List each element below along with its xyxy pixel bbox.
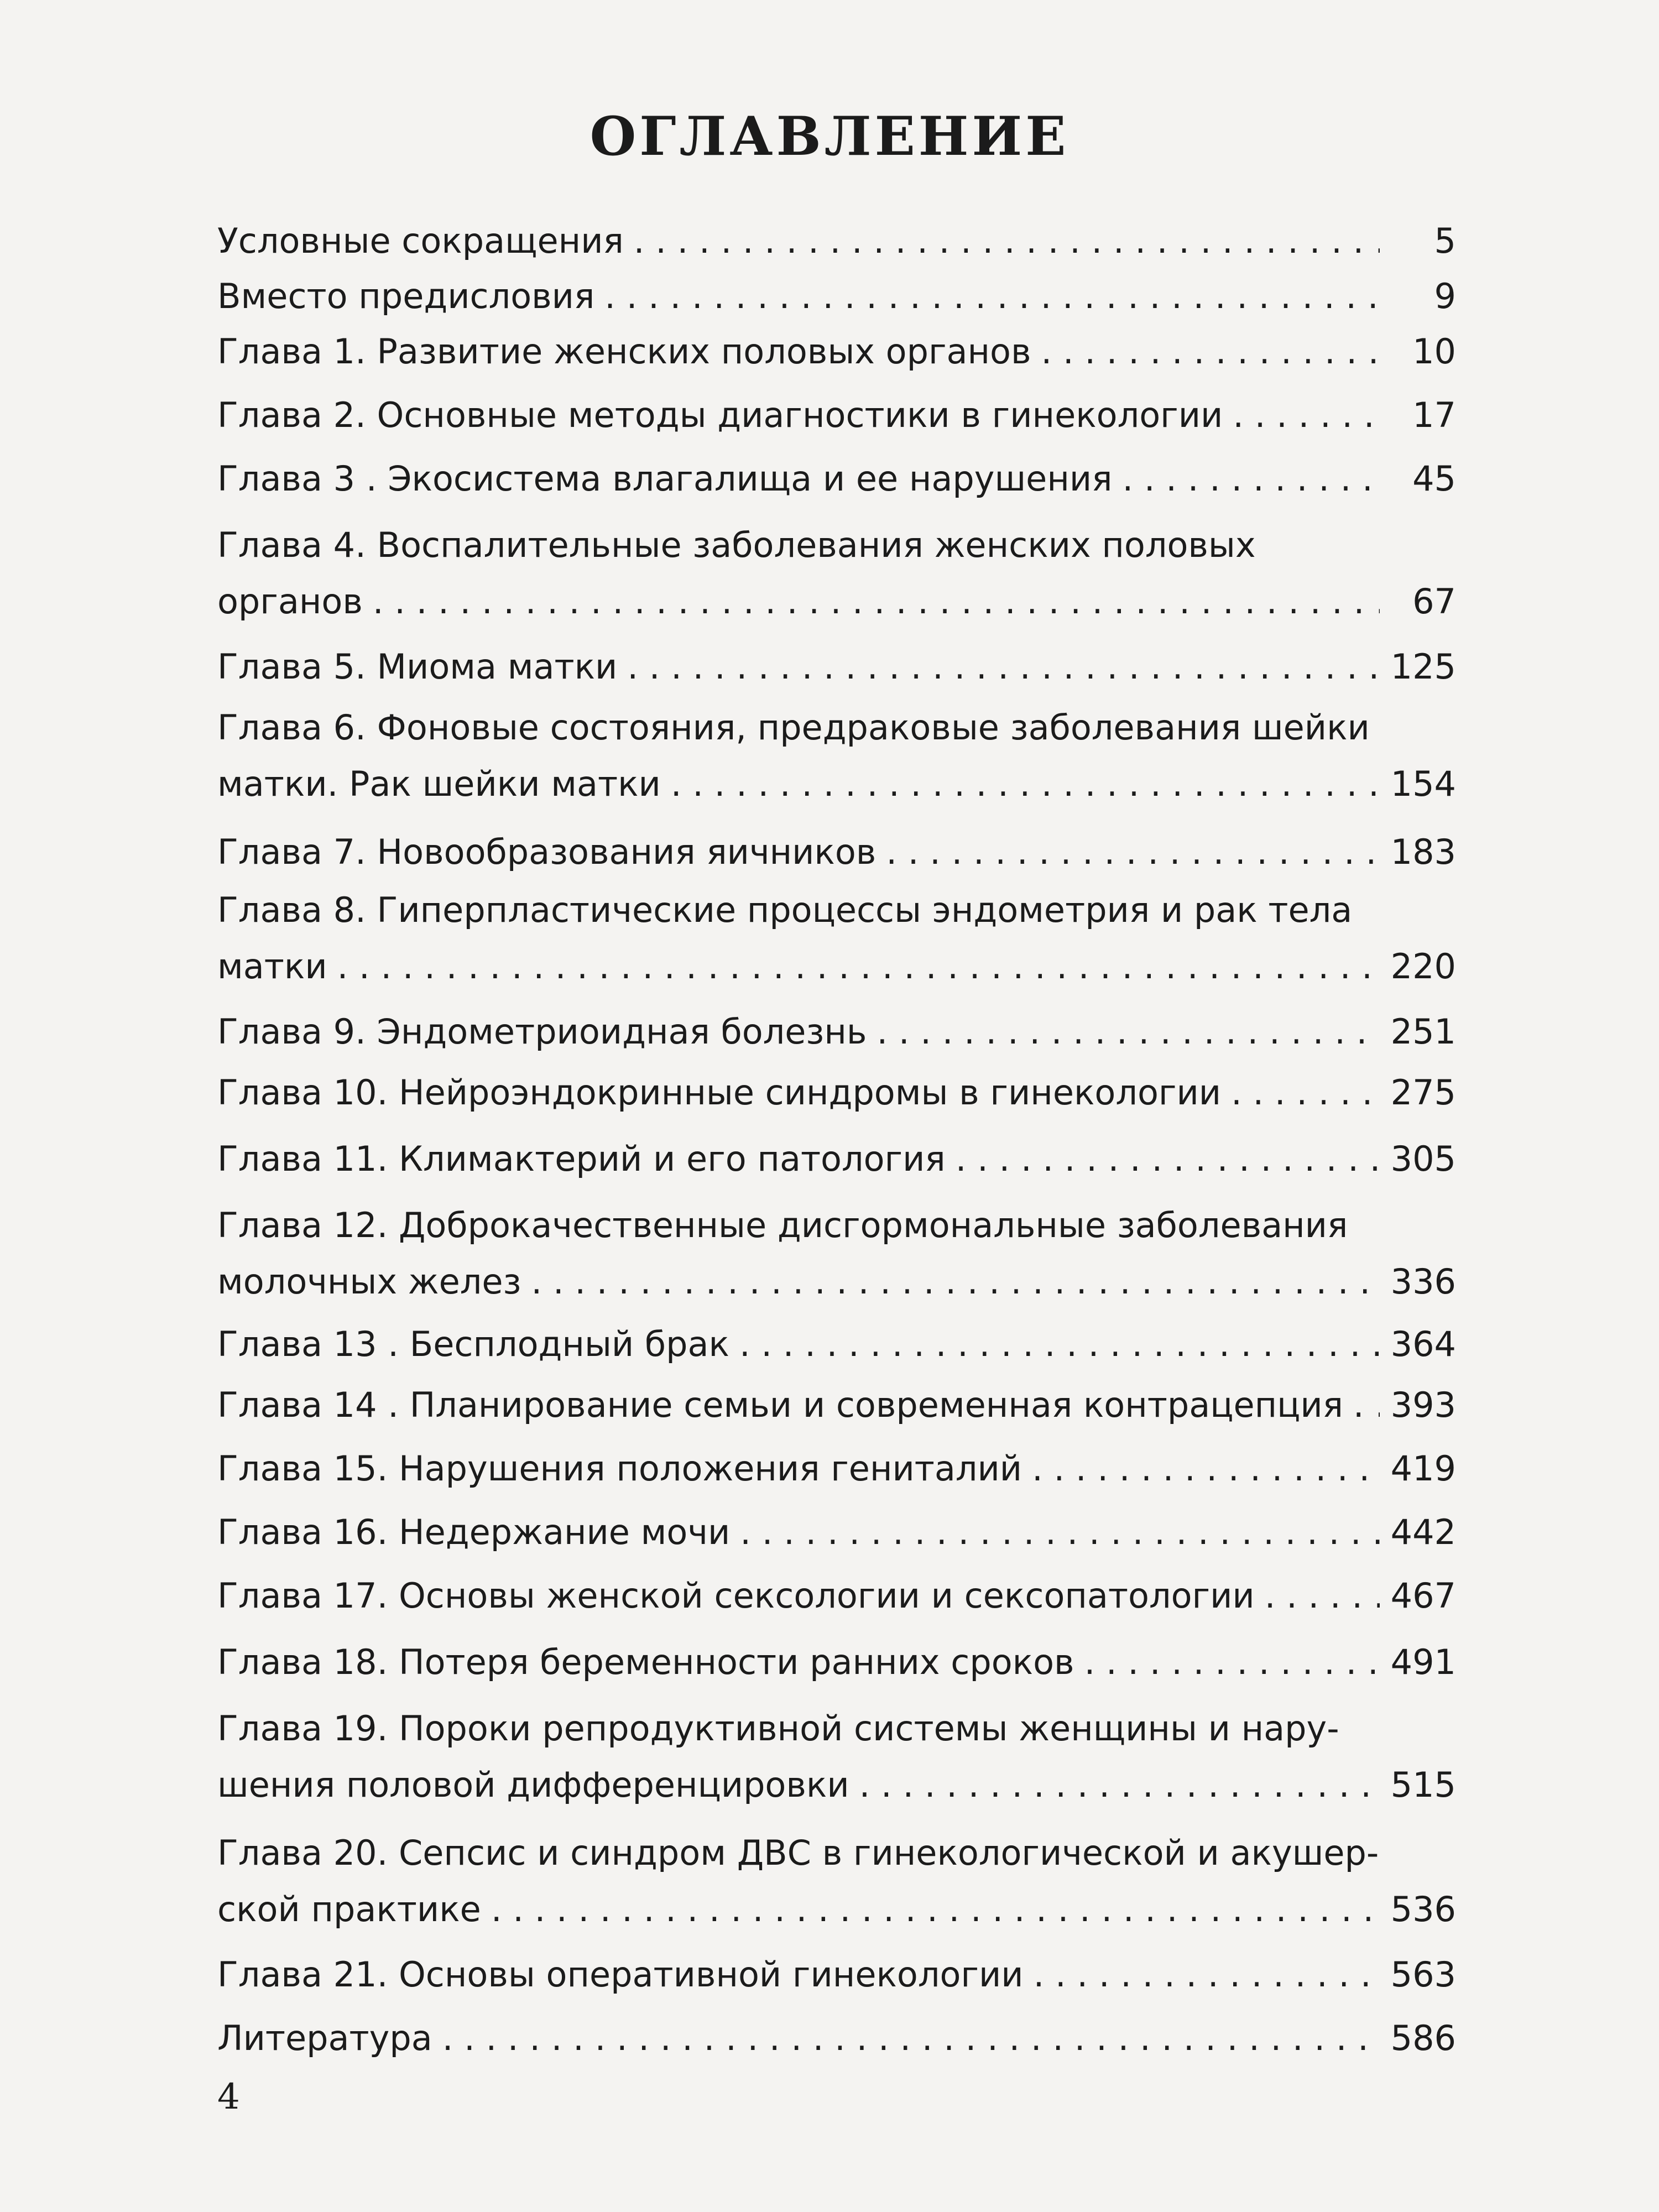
toc-entry [217,1004,1456,1060]
toc-entry-line [217,1441,1456,1497]
toc-entry-line [217,387,1456,444]
toc-entry-page: 536 [1390,1889,1456,1929]
toc-entry-page: 183 [1390,832,1456,872]
toc-entry-line [217,1065,1456,1121]
toc-entry [217,1131,1456,1187]
toc-entry-title: Вместо предисловия [217,276,595,316]
toc-entry-line [217,1568,1456,1624]
toc-entry-line [217,1881,1456,1938]
toc-entry-title: Глава 18. Потеря беременности ранних сроков [217,1642,1074,1682]
dot-leader [1084,1634,1380,1691]
toc-entry-title: Глава 15. Нарушения положения гениталий [217,1448,1022,1489]
toc-entry-page: 5 [1434,221,1456,261]
toc-entry-page: 467 [1390,1575,1456,1616]
dot-leader [739,1316,1380,1373]
toc-entry-line [217,824,1456,880]
toc-entry [217,1825,1456,1938]
toc-entry-title: Глава 14 . Планирование семьи и современная контрацепция [217,1385,1343,1425]
toc-entry-page: 393 [1390,1385,1456,1425]
toc-entry-line [217,938,1456,995]
toc-entry [217,2010,1456,2067]
toc-entry-page: 491 [1390,1642,1456,1682]
toc-entry-title: Глава 7. Новообразования яичников [217,832,877,872]
toc-entry [217,882,1456,995]
toc-entry [217,639,1456,695]
toc-entry [217,1634,1456,1691]
toc-entry-title-line: Глава 8. Гиперпластические процессы эндометрия и рак тела [217,890,1353,930]
toc-entry-title: Глава 11. Климактерий и его патология [217,1139,946,1179]
dot-leader [1265,1568,1380,1624]
dot-leader [442,2010,1380,2067]
toc-entry-page: 17 [1412,395,1456,435]
dot-leader [1233,387,1380,444]
toc-entry-page: 45 [1412,458,1456,499]
dot-leader [491,1881,1380,1938]
toc-entry [217,213,1456,269]
toc-entry-page: 154 [1390,764,1456,804]
toc-entry-page: 305 [1390,1139,1456,1179]
dot-leader [1122,451,1380,507]
toc-entry [217,451,1456,507]
toc-entry [217,1377,1456,1433]
dot-leader [1034,1947,1380,2003]
toc-entry-title: Литература [217,2018,432,2058]
toc-entry-title: Условные сокращения [217,221,624,261]
toc-entry-line [217,1634,1456,1691]
toc-entry-page: 586 [1390,2018,1456,2058]
toc-entry-line [217,2010,1456,2067]
toc-entry-title: Глава 9. Эндометриоидная болезнь [217,1011,867,1052]
toc-entry-title-line: Глава 20. Сепсис и синдром ДВС в гинекологической и акушер- [217,1833,1379,1873]
dot-leader [956,1131,1380,1187]
toc-entry [217,1700,1456,1813]
toc-entry-title: Глава 16. Недержание мочи [217,1512,731,1552]
toc-entry-title: Глава 1. Развитие женских половых органов [217,331,1031,372]
toc-entry-title: ской практике [217,1889,481,1929]
dot-leader [531,1254,1380,1310]
toc-entry-line [217,1377,1456,1433]
toc-entry-page: 125 [1390,646,1456,687]
dot-leader [740,1504,1380,1561]
toc-entry-line [217,1254,1456,1310]
toc-entry-page: 515 [1390,1765,1456,1805]
dot-leader [373,573,1380,630]
dot-leader [1353,1377,1380,1433]
toc-entry [217,700,1456,812]
toc-entry-line [217,213,1456,269]
toc-entry-page: 10 [1412,331,1456,372]
dot-leader [337,938,1380,995]
toc-entry [217,1441,1456,1497]
toc-entry-title-line: Глава 6. Фоновые состояния, предраковые заболевания шейки [217,707,1370,748]
toc-entry-title: Глава 13 . Бесплодный брак [217,1324,729,1364]
toc-entry-page: 275 [1390,1072,1456,1113]
toc-entry-line [217,1757,1456,1813]
dot-leader [634,213,1380,269]
toc-entry [217,1504,1456,1561]
toc-entry-title: матки. Рак шейки матки [217,764,661,804]
dot-leader [859,1757,1380,1813]
toc-entry-page: 419 [1390,1448,1456,1489]
toc-entry-page: 364 [1390,1324,1456,1364]
toc-entry-title: Глава 3 . Экосистема влагалища и ее нарушения [217,458,1113,499]
toc-entry-page: 563 [1390,1954,1456,1995]
toc-entry-line [217,324,1456,380]
toc-entry-page: 67 [1412,581,1456,622]
toc-entry-title: Глава 17. Основы женской сексологии и сексопатологии [217,1575,1255,1616]
toc-entry-page: 442 [1390,1512,1456,1552]
page-title: ОГЛАВЛЕНИЕ [589,105,1070,168]
toc-entry-title: матки [217,946,327,987]
toc-entry-title: шения половой дифференцировки [217,1765,849,1805]
toc-entry [217,1197,1456,1310]
toc-entry-title: Глава 5. Миома матки [217,646,618,687]
toc-entry-page: 220 [1390,946,1456,987]
toc-entry-title: Глава 10. Нейроэндокринные синдромы в гинекологии [217,1072,1222,1113]
toc-entry-line [217,451,1456,507]
dot-leader [671,756,1380,812]
dot-leader [1231,1065,1380,1121]
toc-entry-line [217,573,1456,630]
toc-entry-page: 251 [1390,1011,1456,1052]
toc-entry [217,824,1456,880]
toc-entry-line [217,756,1456,812]
toc-entry [217,1947,1456,2003]
toc-entry-page: 336 [1390,1261,1456,1302]
page-number: 4 [217,2077,240,2117]
dot-leader [877,1004,1380,1060]
toc-entry-line [217,268,1456,325]
toc-entry-line [217,1947,1456,2003]
toc-entry-title: Глава 2. Основные методы диагностики в гинекологии [217,395,1223,435]
dot-leader [627,639,1380,695]
toc-entry-line [217,1131,1456,1187]
toc-entry-title: молочных желез [217,1261,521,1302]
toc-entry [217,324,1456,380]
toc-entry-title-line: Глава 12. Доброкачественные дисгормональные заболевания [217,1205,1348,1245]
toc-entry-line [217,639,1456,695]
toc-entry-page: 9 [1434,276,1456,316]
toc-entry-title-line: Глава 19. Пороки репродуктивной системы женщины и нару- [217,1708,1339,1749]
dot-leader [1041,324,1380,380]
toc-entry-title: Глава 21. Основы оперативной гинекологии [217,1954,1024,1995]
toc-entry-title-line: Глава 4. Воспалительные заболевания женских половых [217,525,1256,565]
toc-entry [217,1316,1456,1373]
toc-entry [217,517,1456,630]
toc-entry [217,1568,1456,1624]
toc-entry [217,268,1456,325]
toc-entry-line [217,1316,1456,1373]
dot-leader [886,824,1380,880]
toc-entry-line [217,1004,1456,1060]
dot-leader [1032,1441,1380,1497]
toc-entry-title: органов [217,581,363,622]
toc-entry [217,1065,1456,1121]
toc-entry-line [217,1504,1456,1561]
toc-entry [217,387,1456,444]
dot-leader [604,268,1380,325]
